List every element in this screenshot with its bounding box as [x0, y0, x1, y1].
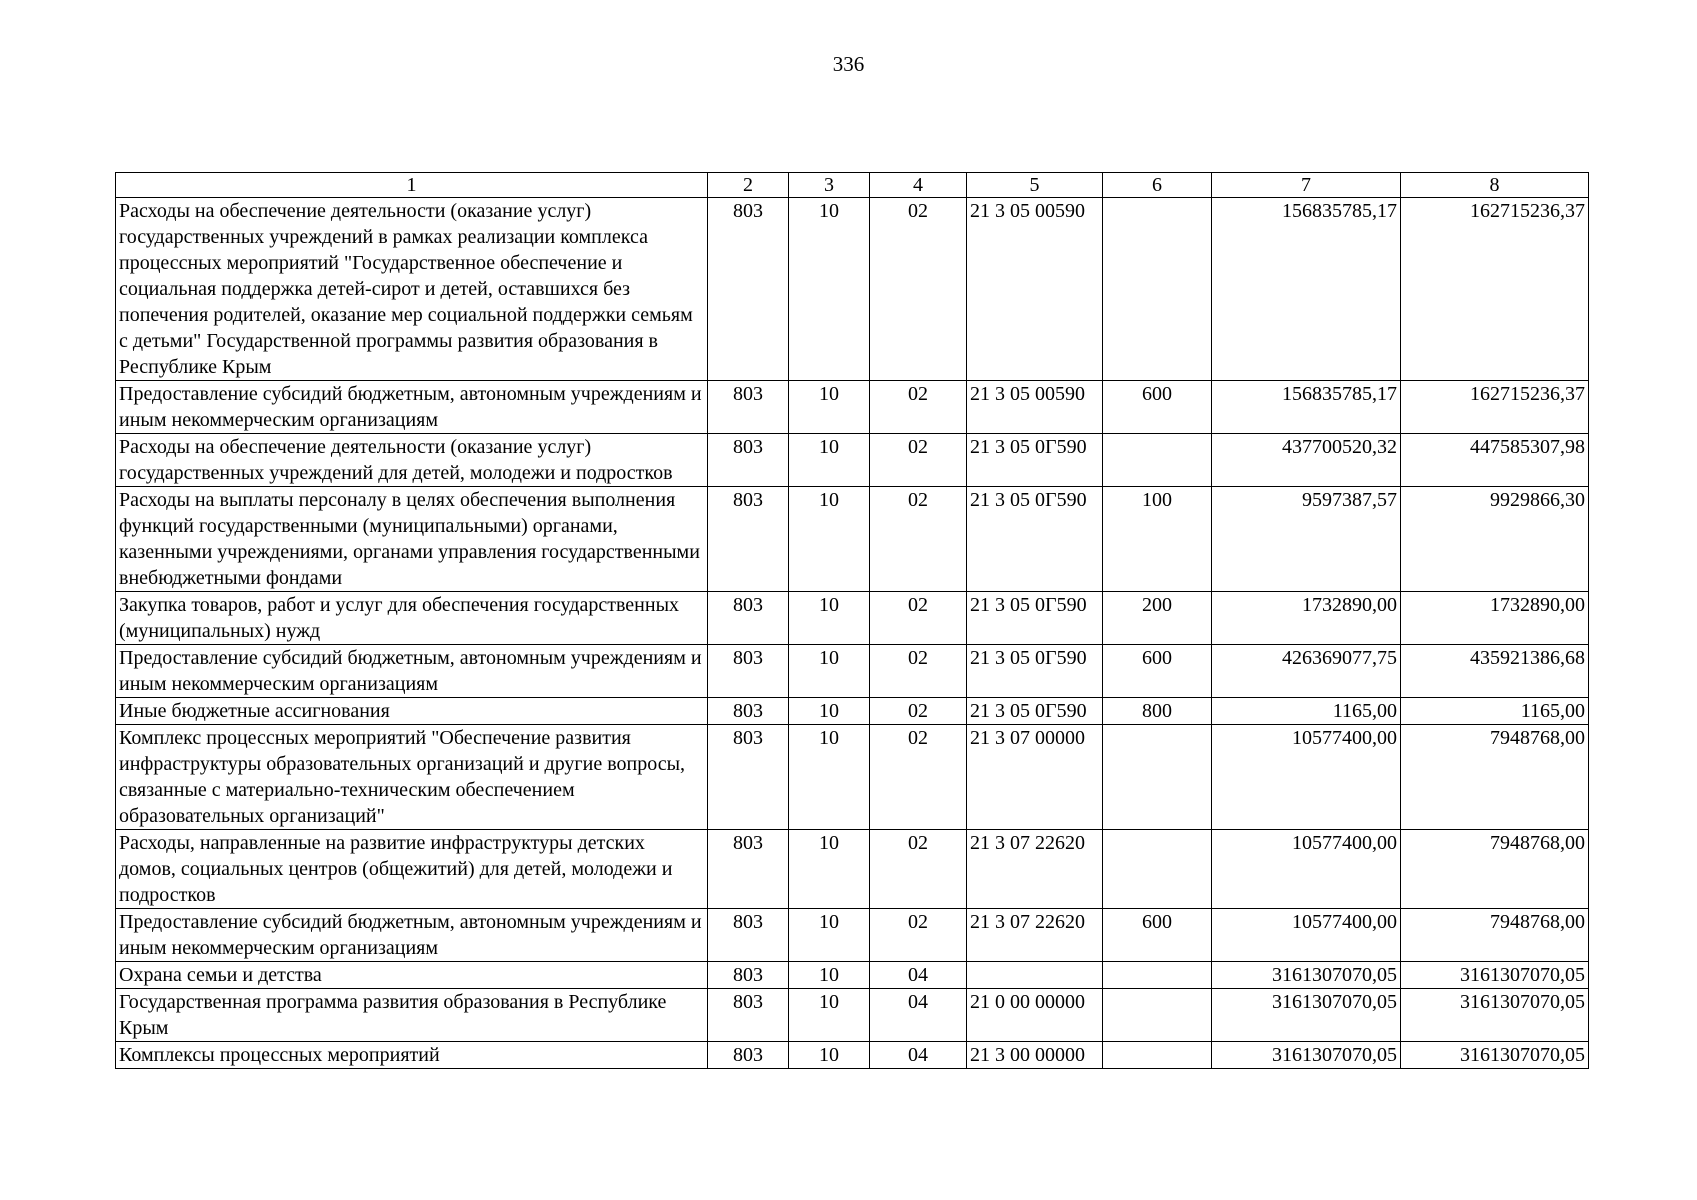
table-row: [116, 592, 1589, 645]
ministry-code-cell: 803: [708, 962, 789, 989]
target-article-cell: 21 3 07 22620: [967, 830, 1103, 909]
expense-type-cell: 600: [1103, 645, 1212, 698]
subsection-code-cell: 04: [870, 962, 967, 989]
expense-type-cell: [1103, 1042, 1212, 1069]
expense-name-cell: Предоставление субсидий бюджетным, автономным учреждениям и иным некоммерческим организациям: [116, 909, 708, 962]
amount-year-2-cell: 162715236,37: [1401, 381, 1589, 434]
target-article-cell: 21 3 07 22620: [967, 909, 1103, 962]
table-row: [116, 434, 1589, 487]
amount-year-1-cell: 9597387,57: [1212, 487, 1401, 592]
amount-year-2-cell: 7948768,00: [1401, 830, 1589, 909]
ministry-code-cell: 803: [708, 725, 789, 830]
amount-year-2-cell: 7948768,00: [1401, 909, 1589, 962]
subsection-code-cell: 02: [870, 434, 967, 487]
ministry-code-cell: 803: [708, 198, 789, 381]
section-code-cell: 10: [789, 1042, 870, 1069]
table-row: [116, 830, 1589, 909]
section-code-cell: 10: [789, 909, 870, 962]
expense-name-cell: Комплексы процессных мероприятий: [116, 1042, 708, 1069]
amount-year-1-cell: 437700520,32: [1212, 434, 1401, 487]
amount-year-1-cell: 3161307070,05: [1212, 962, 1401, 989]
table-body: [116, 198, 1589, 1069]
ministry-code-cell: 803: [708, 698, 789, 725]
target-article-cell: 21 3 07 00000: [967, 725, 1103, 830]
table-row: [116, 962, 1589, 989]
amount-year-2-cell: 162715236,37: [1401, 198, 1589, 381]
ministry-code-cell: 803: [708, 434, 789, 487]
ministry-code-cell: 803: [708, 1042, 789, 1069]
amount-year-2-cell: 3161307070,05: [1401, 989, 1589, 1042]
amount-year-2-cell: 435921386,68: [1401, 645, 1589, 698]
header-cell: 6: [1103, 173, 1212, 198]
section-code-cell: 10: [789, 830, 870, 909]
target-article-cell: 21 3 05 00590: [967, 198, 1103, 381]
amount-year-2-cell: 3161307070,05: [1401, 962, 1589, 989]
subsection-code-cell: 04: [870, 989, 967, 1042]
header-cell: 1: [116, 173, 708, 198]
expense-name-cell: Предоставление субсидий бюджетным, автономным учреждениям и иным некоммерческим организациям: [116, 645, 708, 698]
amount-year-1-cell: 3161307070,05: [1212, 1042, 1401, 1069]
subsection-code-cell: 02: [870, 725, 967, 830]
header-cell: 3: [789, 173, 870, 198]
amount-year-1-cell: 10577400,00: [1212, 725, 1401, 830]
expense-name-cell: Расходы, направленные на развитие инфраструктуры детских домов, социальных центров (общежитий) для детей, молодежи и подростков: [116, 830, 708, 909]
subsection-code-cell: 02: [870, 487, 967, 592]
section-code-cell: 10: [789, 698, 870, 725]
table-row: [116, 198, 1589, 381]
expense-type-cell: 600: [1103, 909, 1212, 962]
amount-year-1-cell: 1165,00: [1212, 698, 1401, 725]
header-cell: 2: [708, 173, 789, 198]
amount-year-1-cell: 426369077,75: [1212, 645, 1401, 698]
amount-year-2-cell: 1732890,00: [1401, 592, 1589, 645]
table-row: [116, 909, 1589, 962]
expense-name-cell: Закупка товаров, работ и услуг для обеспечения государственных (муниципальных) нужд: [116, 592, 708, 645]
subsection-code-cell: 02: [870, 592, 967, 645]
subsection-code-cell: 02: [870, 698, 967, 725]
ministry-code-cell: 803: [708, 989, 789, 1042]
ministry-code-cell: 803: [708, 487, 789, 592]
header-cell: 4: [870, 173, 967, 198]
table-row: [116, 381, 1589, 434]
expense-type-cell: [1103, 434, 1212, 487]
amount-year-2-cell: 3161307070,05: [1401, 1042, 1589, 1069]
header-cell: 5: [967, 173, 1103, 198]
expense-name-cell: Расходы на обеспечение деятельности (оказание услуг) государственных учреждений для детей, молодежи и подростков: [116, 434, 708, 487]
section-code-cell: 10: [789, 487, 870, 592]
amount-year-2-cell: 1165,00: [1401, 698, 1589, 725]
expense-type-cell: 600: [1103, 381, 1212, 434]
section-code-cell: 10: [789, 645, 870, 698]
target-article-cell: 21 3 00 00000: [967, 1042, 1103, 1069]
target-article-cell: 21 3 05 0Г590: [967, 434, 1103, 487]
target-article-cell: 21 0 00 00000: [967, 989, 1103, 1042]
ministry-code-cell: 803: [708, 381, 789, 434]
expense-type-cell: 200: [1103, 592, 1212, 645]
expense-name-cell: Предоставление субсидий бюджетным, автономным учреждениям и иным некоммерческим организациям: [116, 381, 708, 434]
expense-name-cell: Иные бюджетные ассигнования: [116, 698, 708, 725]
ministry-code-cell: 803: [708, 645, 789, 698]
subsection-code-cell: 02: [870, 381, 967, 434]
subsection-code-cell: 02: [870, 645, 967, 698]
table-row: [116, 645, 1589, 698]
expense-type-cell: [1103, 962, 1212, 989]
section-code-cell: 10: [789, 962, 870, 989]
target-article-cell: 21 3 05 0Г590: [967, 487, 1103, 592]
target-article-cell: 21 3 05 0Г590: [967, 592, 1103, 645]
expense-type-cell: [1103, 198, 1212, 381]
section-code-cell: 10: [789, 381, 870, 434]
expense-name-cell: Государственная программа развития образования в Республике Крым: [116, 989, 708, 1042]
budget-table: [115, 172, 1589, 1069]
expense-type-cell: [1103, 989, 1212, 1042]
expense-name-cell: Охрана семьи и детства: [116, 962, 708, 989]
ministry-code-cell: 803: [708, 909, 789, 962]
amount-year-1-cell: 10577400,00: [1212, 830, 1401, 909]
amount-year-1-cell: 156835785,17: [1212, 198, 1401, 381]
table-row: [116, 1042, 1589, 1069]
target-article-cell: 21 3 05 0Г590: [967, 698, 1103, 725]
target-article-cell: 21 3 05 00590: [967, 381, 1103, 434]
header-cell: 8: [1401, 173, 1589, 198]
subsection-code-cell: 02: [870, 830, 967, 909]
amount-year-2-cell: 7948768,00: [1401, 725, 1589, 830]
expense-name-cell: Комплекс процессных мероприятий "Обеспечение развития инфраструктуры образовательных организаций и другие вопросы, связанные с материально-техническим обеспечением образовательных организаций": [116, 725, 708, 830]
expense-name-cell: Расходы на выплаты персоналу в целях обеспечения выполнения функций государственными (муниципальными) органами, казенными учреждениями, органами управления государственными внебюджетными фондами: [116, 487, 708, 592]
section-code-cell: 10: [789, 989, 870, 1042]
target-article-cell: 21 3 05 0Г590: [967, 645, 1103, 698]
amount-year-2-cell: 447585307,98: [1401, 434, 1589, 487]
amount-year-2-cell: 9929866,30: [1401, 487, 1589, 592]
amount-year-1-cell: 10577400,00: [1212, 909, 1401, 962]
ministry-code-cell: 803: [708, 830, 789, 909]
table-row: [116, 989, 1589, 1042]
amount-year-1-cell: 3161307070,05: [1212, 989, 1401, 1042]
header-row: [116, 173, 1589, 198]
section-code-cell: 10: [789, 725, 870, 830]
amount-year-1-cell: 1732890,00: [1212, 592, 1401, 645]
expense-type-cell: 800: [1103, 698, 1212, 725]
subsection-code-cell: 02: [870, 909, 967, 962]
table-row: [116, 698, 1589, 725]
amount-year-1-cell: 156835785,17: [1212, 381, 1401, 434]
expense-type-cell: 100: [1103, 487, 1212, 592]
subsection-code-cell: 02: [870, 198, 967, 381]
expense-name-cell: Расходы на обеспечение деятельности (оказание услуг) государственных учреждений в рамках реализации комплекса процессных мероприятий "Государственное обеспечение и социальная поддержка детей-сирот и детей, оставшихся без попечения родителей, оказание мер социальной поддержки семьям с детьми" Государственной программы развития образования в Республике Крым: [116, 198, 708, 381]
expense-type-cell: [1103, 830, 1212, 909]
target-article-cell: [967, 962, 1103, 989]
header-cell: 7: [1212, 173, 1401, 198]
section-code-cell: 10: [789, 434, 870, 487]
subsection-code-cell: 04: [870, 1042, 967, 1069]
table-row: [116, 487, 1589, 592]
page-number: 336: [832, 52, 865, 76]
section-code-cell: 10: [789, 198, 870, 381]
table-row: [116, 725, 1589, 830]
expense-type-cell: [1103, 725, 1212, 830]
section-code-cell: 10: [789, 592, 870, 645]
ministry-code-cell: 803: [708, 592, 789, 645]
